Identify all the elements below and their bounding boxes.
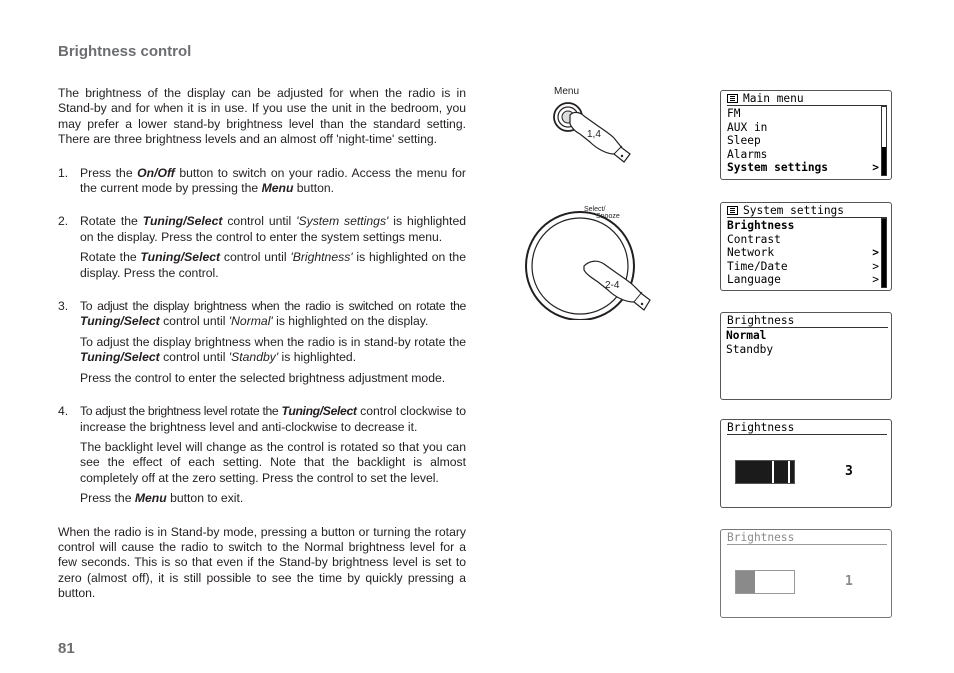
dial-label: Select/ Snooze bbox=[584, 206, 620, 220]
menu-list-icon bbox=[727, 206, 738, 215]
lcd-system-settings: System settings Brightness Contrast Network > Time/Date > Language > bbox=[720, 202, 892, 291]
brightness-bar-fill bbox=[736, 571, 755, 593]
brightness-bar-fill bbox=[736, 461, 794, 483]
lcd-item: Standby bbox=[726, 342, 774, 356]
lcd-item: Network > bbox=[727, 246, 879, 259]
lcd-item-selected: System settings > bbox=[727, 161, 879, 174]
step-3: 3. To adjust the display brightness when the radio is switched on rotate the Tuning/Select control until 'Normal' is highlighted on the display. bbox=[58, 299, 466, 329]
brightness-level-bar bbox=[735, 460, 795, 484]
step-3-para-2: To adjust the display brightness when the radio is in stand-by rotate the Tuning/Select control until 'Standby' is highlighted. bbox=[80, 334, 466, 365]
step-3-para-3: Press the control to enter the selected brightness adjustment mode. bbox=[80, 370, 446, 385]
lcd-brightness-level-low: Brightness 1 bbox=[720, 529, 892, 618]
body-text bbox=[58, 86, 466, 602]
lcd-main-menu: Main menu FM AUX in Sleep Alarms System settings > bbox=[720, 90, 892, 180]
step-2: 2. Rotate the Tuning/Select control until 'System settings' is highlighted on the display. Press the control to enter the system settings menu. bbox=[58, 214, 466, 244]
lcd-item: Sleep bbox=[727, 134, 761, 147]
lcd-item: Language > bbox=[727, 273, 879, 286]
lcd-item: Contrast bbox=[727, 232, 781, 246]
step-2-para-2: Rotate the Tuning/Select control until 'Brightness' is highlighted on the display. Press the control. bbox=[80, 250, 466, 280]
lcd-scrollbar bbox=[881, 106, 887, 176]
brightness-level-value: 3 bbox=[845, 464, 853, 479]
chevron-right-icon: > bbox=[872, 246, 879, 259]
brightness-level-value: 1 bbox=[845, 574, 853, 589]
intro-paragraph: The brightness of the display can be adjusted for when the radio is in Stand-by and for when it is in use. If you use the unit in the bedroom, you may prefer a lower stand-by brightness level than the standard setting. There are three brightness levels and an almost off 'night-time' setting. bbox=[58, 86, 466, 147]
step-1: 1. Press the On/Off button to switch on your radio. Access the menu for the current mode by pressing the Menu button. bbox=[58, 165, 466, 196]
brightness-level-bar bbox=[735, 570, 795, 594]
lcd-item-selected: Brightness bbox=[727, 219, 795, 232]
step-4-para-3: Press the Menu button to exit. bbox=[80, 491, 244, 506]
lcd-item: Time/Date > bbox=[727, 259, 879, 273]
page-title: Brightness control bbox=[58, 43, 192, 60]
step-4-para-2: The backlight level will change as the control is rotated so that you can see the effect of each setting. Note that the backlight is almost completely off at the zero setting. Press the control to set the level. bbox=[80, 439, 466, 485]
lcd-item: FM bbox=[727, 107, 741, 120]
lcd-item: AUX in bbox=[727, 120, 768, 134]
chevron-right-icon: > bbox=[872, 259, 879, 273]
lcd-item-selected: Normal bbox=[726, 329, 767, 342]
menu-button-label: Menu bbox=[554, 86, 580, 97]
step-4: 4. To adjust the brightness level rotate the Tuning/Select control clockwise to increase the brightness level and anti-clockwise to decrease it. bbox=[58, 404, 466, 434]
page-number: 81 bbox=[58, 640, 75, 657]
chevron-right-icon: > bbox=[872, 273, 879, 286]
lcd-scrollbar bbox=[881, 218, 887, 288]
chevron-right-icon: > bbox=[872, 161, 879, 174]
lcd-item: Alarms bbox=[727, 147, 768, 161]
closing-paragraph: When the radio is in Stand-by mode, pressing a button or turning the rotary control will cause the radio to switch to the Normal brightness level for a few seconds. This is so that even if the Stand-by brightness level is set to zero (almost off), it is still possible to see the time by quickly pressing a button. bbox=[58, 524, 466, 601]
menu-list-icon bbox=[727, 94, 738, 103]
lcd-brightness-level-high: Brightness 3 bbox=[720, 419, 892, 508]
select-dial-icon bbox=[520, 210, 660, 320]
menu-steps-label: 1,4 bbox=[587, 129, 601, 140]
lcd-brightness-select: Brightness Normal Standby bbox=[720, 312, 892, 400]
dial-steps-label: 2-4 bbox=[605, 280, 620, 291]
